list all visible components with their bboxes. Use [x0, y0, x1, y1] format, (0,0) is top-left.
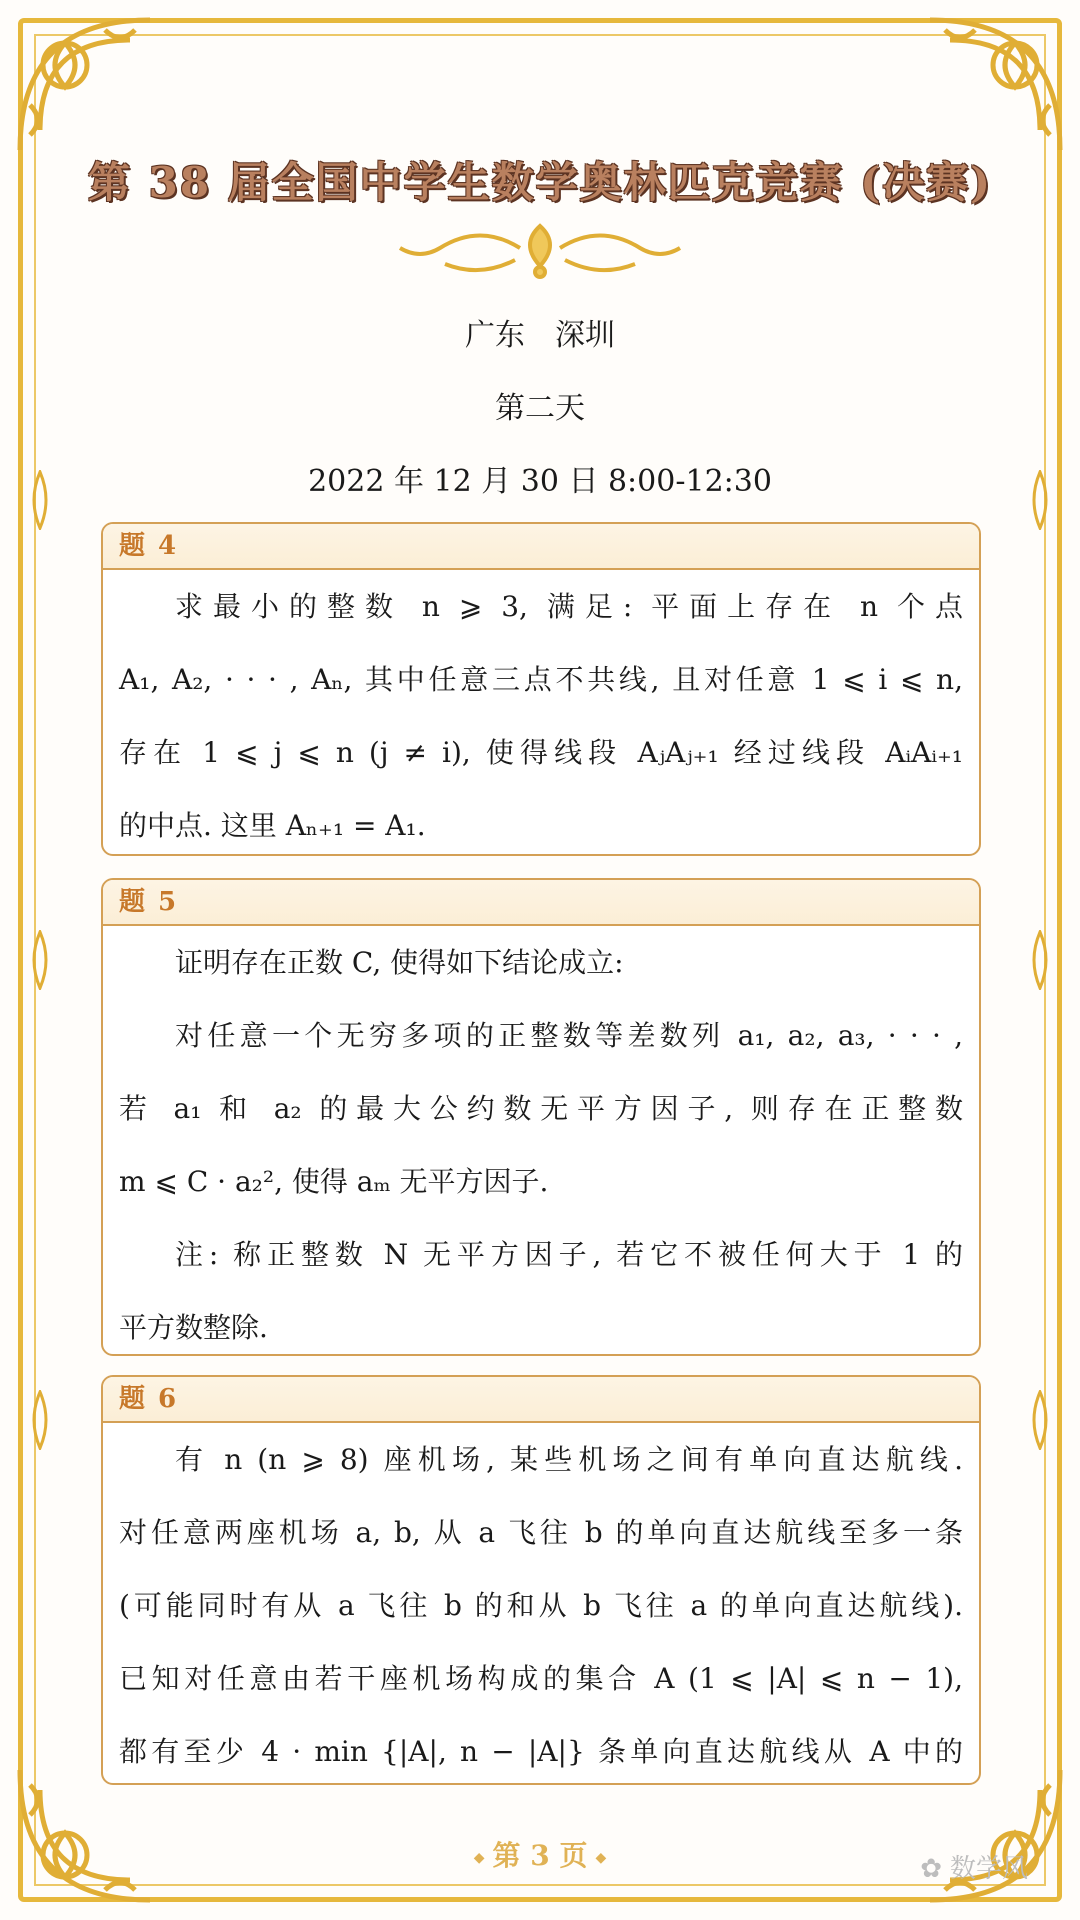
exam-location: 广东 深圳 [465, 318, 615, 353]
side-ornament-icon [1028, 930, 1052, 990]
problem-line: A₁, A₂, · · · , Aₙ, 其中任意三点不共线, 且对任意 1 ⩽ i ⩽ n, [119, 663, 963, 696]
problem-line: m ⩽ C · a₂², 使得 aₘ 无平方因子. [119, 1165, 549, 1198]
problem-label: 题 6 [103, 1377, 979, 1423]
side-ornament-icon [28, 930, 52, 990]
title-ornament-icon [395, 218, 685, 280]
corner-ornament-icon [10, 10, 160, 160]
problem-line: 的中点. 这里 Aₙ₊₁ = A₁. [119, 809, 426, 842]
page-number: 第 3 页 [492, 1839, 588, 1872]
problem-box-6 [101, 1375, 981, 1785]
problem-line: 有 n (n ⩾ 8) 座机场, 某些机场之间有单向直达航线. [175, 1443, 963, 1476]
side-ornament-icon [1028, 1390, 1052, 1450]
footer-dot-icon: ◆ [595, 1849, 607, 1866]
problem-box-4 [101, 522, 981, 856]
problem-label: 题 4 [103, 524, 979, 570]
exam-day: 第二天 [495, 391, 585, 426]
problem-box-5 [101, 878, 981, 1356]
problem-line: 对任意两座机场 a, b, 从 a 飞往 b 的单向直达航线至多一条 [119, 1516, 963, 1549]
watermark [920, 1848, 1028, 1885]
footer-dot-icon: ◆ [473, 1849, 485, 1866]
problem-note: 注: 称正整数 N 无平方因子, 若它不被任何大于 1 的 [175, 1238, 963, 1271]
problem-line: 已知对任意由若干座机场构成的集合 A (1 ⩽ |A| ⩽ n − 1), [119, 1662, 963, 1695]
watermark-text: 数学风 [949, 1854, 1028, 1884]
corner-ornament-icon [920, 10, 1070, 160]
problem-line: 若 a₁ 和 a₂ 的最大公约数无平方因子, 则存在正整数 [119, 1092, 963, 1125]
problem-line: 存在 1 ⩽ j ⩽ n (j ≠ i), 使得线段 AⱼAⱼ₊₁ 经过线段 AᵢAᵢ₊₁ [119, 736, 963, 769]
side-ornament-icon [28, 1390, 52, 1450]
problem-line: (可能同时有从 a 飞往 b 的和从 b 飞往 a 的单向直达航线). [119, 1589, 963, 1622]
problem-line: 证明存在正数 C, 使得如下结论成立: [175, 946, 624, 979]
problem-line: 对任意一个无穷多项的正整数等差数列 a₁, a₂, a₃, · · · , [175, 1019, 963, 1052]
wechat-icon: ✿ [920, 1854, 942, 1884]
problem-line: 都有至少 4 · min {|A|, n − |A|} 条单向直达航线从 A 中的 [119, 1735, 963, 1768]
problem-line: 求最小的整数 n ⩾ 3, 满足: 平面上存在 n 个点 [175, 590, 963, 623]
problem-note: 平方数整除. [119, 1311, 268, 1344]
page-title: 第 38 届全国中学生数学奥林匹克竞赛 (决赛) [87, 158, 993, 207]
problem-label: 题 5 [103, 880, 979, 926]
exam-date: 2022 年 12 月 30 日 8:00-12:30 [308, 464, 772, 499]
page-footer [0, 1834, 1080, 1874]
